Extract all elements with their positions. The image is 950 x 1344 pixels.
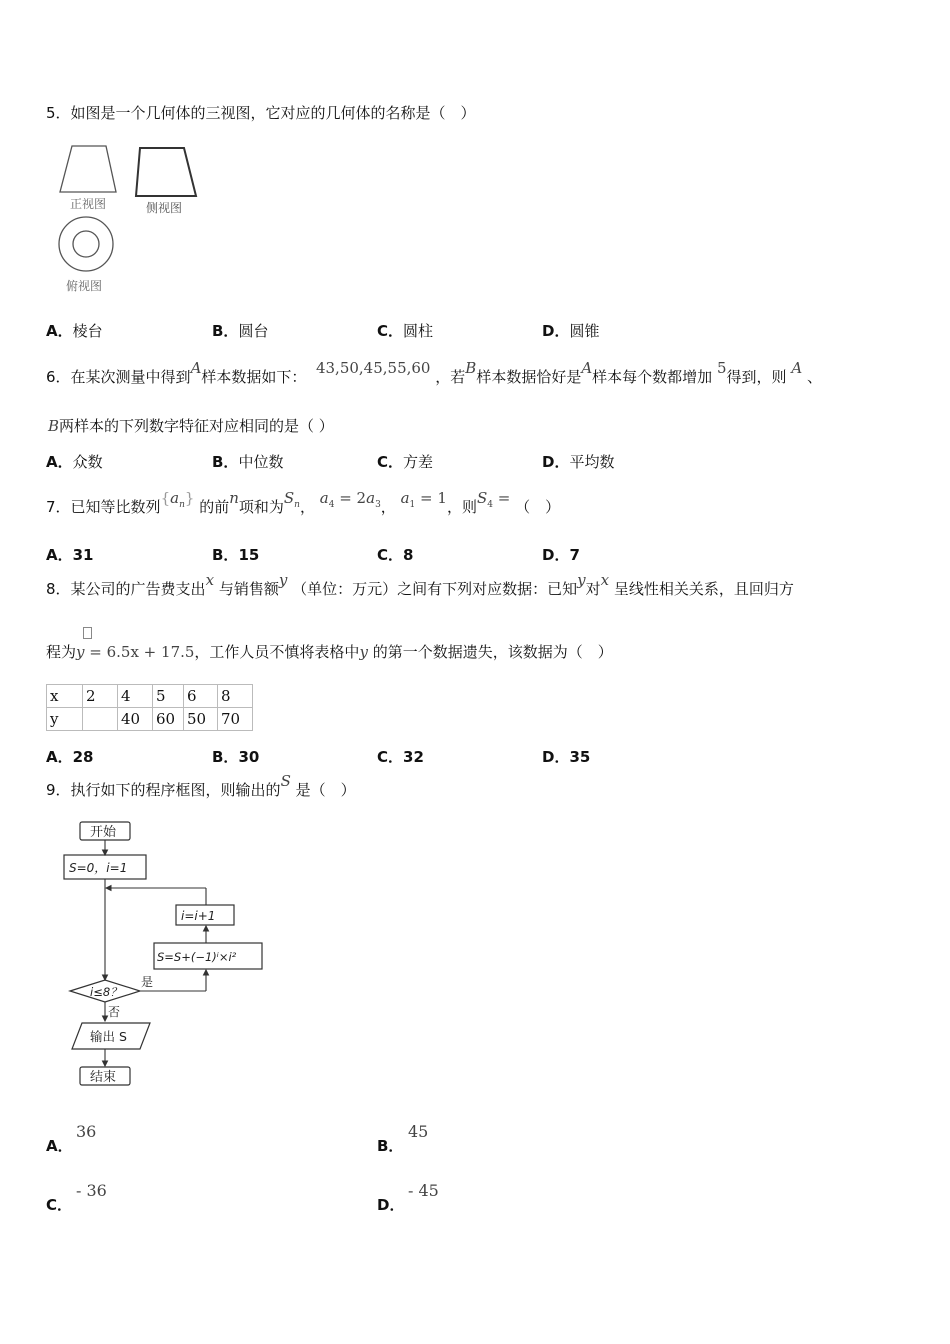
front-view-trapezoid xyxy=(60,146,116,192)
table-row: y 40 60 50 70 xyxy=(47,708,253,731)
flow-decision-label: i≤8？ xyxy=(90,985,122,999)
q8-option-d: D．35 xyxy=(542,748,591,766)
q9-option-c-letter: C． xyxy=(46,1196,73,1214)
flow-start-label: 开始 xyxy=(90,825,117,840)
q7-option-c: C．8 xyxy=(377,546,414,564)
q9-flowchart xyxy=(60,815,275,1095)
flow-end-label: 结束 xyxy=(90,1070,117,1085)
q8-data-table xyxy=(46,684,253,731)
top-view-outer-circle xyxy=(59,217,113,271)
flow-init-label: S=0，i=1 xyxy=(69,861,128,875)
flow-no-label: 否 xyxy=(108,1005,121,1019)
q9-option-a-letter: A． xyxy=(46,1137,73,1155)
q8-option-a: A．28 xyxy=(46,748,94,766)
q8-stem-line2: 程为y = 6.5x + 17.5，工作人员不慎将表格中y 的第一个数据遗失，该数据为（ ） xyxy=(46,643,613,661)
table-row: x 2 4 5 6 8 xyxy=(47,685,253,708)
q8-regression-rest: = 6.5x + 17.5 xyxy=(84,643,195,661)
q5-stem xyxy=(46,102,476,123)
q6-option-a: A．众数 xyxy=(46,453,103,471)
flow-update-s-label: S=S+(−1)ⁱ×i² xyxy=(157,950,237,964)
q8-option-b: B．30 xyxy=(212,748,260,766)
q8-stem-line1: 8．某公司的广告费支出x 与销售额y （单位：万元）之间有下列对应数据：已知y对x 呈线性相关关系，且回归方 xyxy=(46,571,794,598)
q7-option-a: A．31 xyxy=(46,546,94,564)
q7-option-b: B．15 xyxy=(212,546,260,564)
flow-update-i-label: i=i+1 xyxy=(181,909,216,923)
q9-option-d-letter: D． xyxy=(377,1196,405,1214)
q6-stem-line2: B两样本的下列数字特征对应相同的是（ ） xyxy=(48,417,334,435)
q6-option-c: C．方差 xyxy=(377,453,434,471)
q9-option-c-value: - 36 xyxy=(76,1181,107,1200)
flow-output-label: 输出 S xyxy=(90,1029,127,1044)
side-view-label: 侧视图 xyxy=(146,201,183,215)
side-view-trapezoid xyxy=(136,148,196,196)
q5-number: 5． xyxy=(46,104,71,122)
q5-option-c: C．圆柱 xyxy=(377,322,434,340)
q6-option-d: D．平均数 xyxy=(542,453,615,471)
q9-option-d-value: - 45 xyxy=(408,1181,439,1200)
q7-option-d: D．7 xyxy=(542,546,580,564)
q5-three-views-figure xyxy=(50,140,210,300)
q9-stem: 9．执行如下的程序框图，则输出的S 是（ ） xyxy=(46,772,356,799)
q8-hat-box xyxy=(83,627,92,639)
top-view-inner-circle xyxy=(73,231,99,257)
q9-option-b-value: 45 xyxy=(408,1122,429,1141)
q6-data-values: 43,50,45,55,60 xyxy=(315,359,431,377)
q9-option-a-value: 36 xyxy=(76,1122,97,1141)
q5-option-d: D．圆锥 xyxy=(542,322,600,340)
q6-stem-line1: 6．在某次测量中得到A样本数据如下： 43,50,45,55,60 ，若B样本数据恰好是A样本每个数都增加 5得到，则 A 、 xyxy=(46,359,822,386)
q5-option-b: B．圆台 xyxy=(212,322,269,340)
q6-option-b: B．中位数 xyxy=(212,453,284,471)
flow-yes-label: 是 xyxy=(141,975,154,989)
q9-option-b-letter: B． xyxy=(377,1137,404,1155)
top-view-label: 俯视图 xyxy=(66,279,103,293)
front-view-label: 正视图 xyxy=(70,197,107,211)
q5-text: 如图是一个几何体的三视图，它对应的几何体的名称是（ ） xyxy=(70,104,476,122)
q8-regression-y: y xyxy=(76,643,85,661)
q7-stem: 7．已知等比数列$\{a_n\}$ 的前n项和为$S_n$， $a_4 = 2a_3$， $a_1 = 1$，则$S_4$ = （ ） xyxy=(46,489,561,516)
q5-option-a: A．棱台 xyxy=(46,322,103,340)
q8-option-c: C．32 xyxy=(377,748,424,766)
